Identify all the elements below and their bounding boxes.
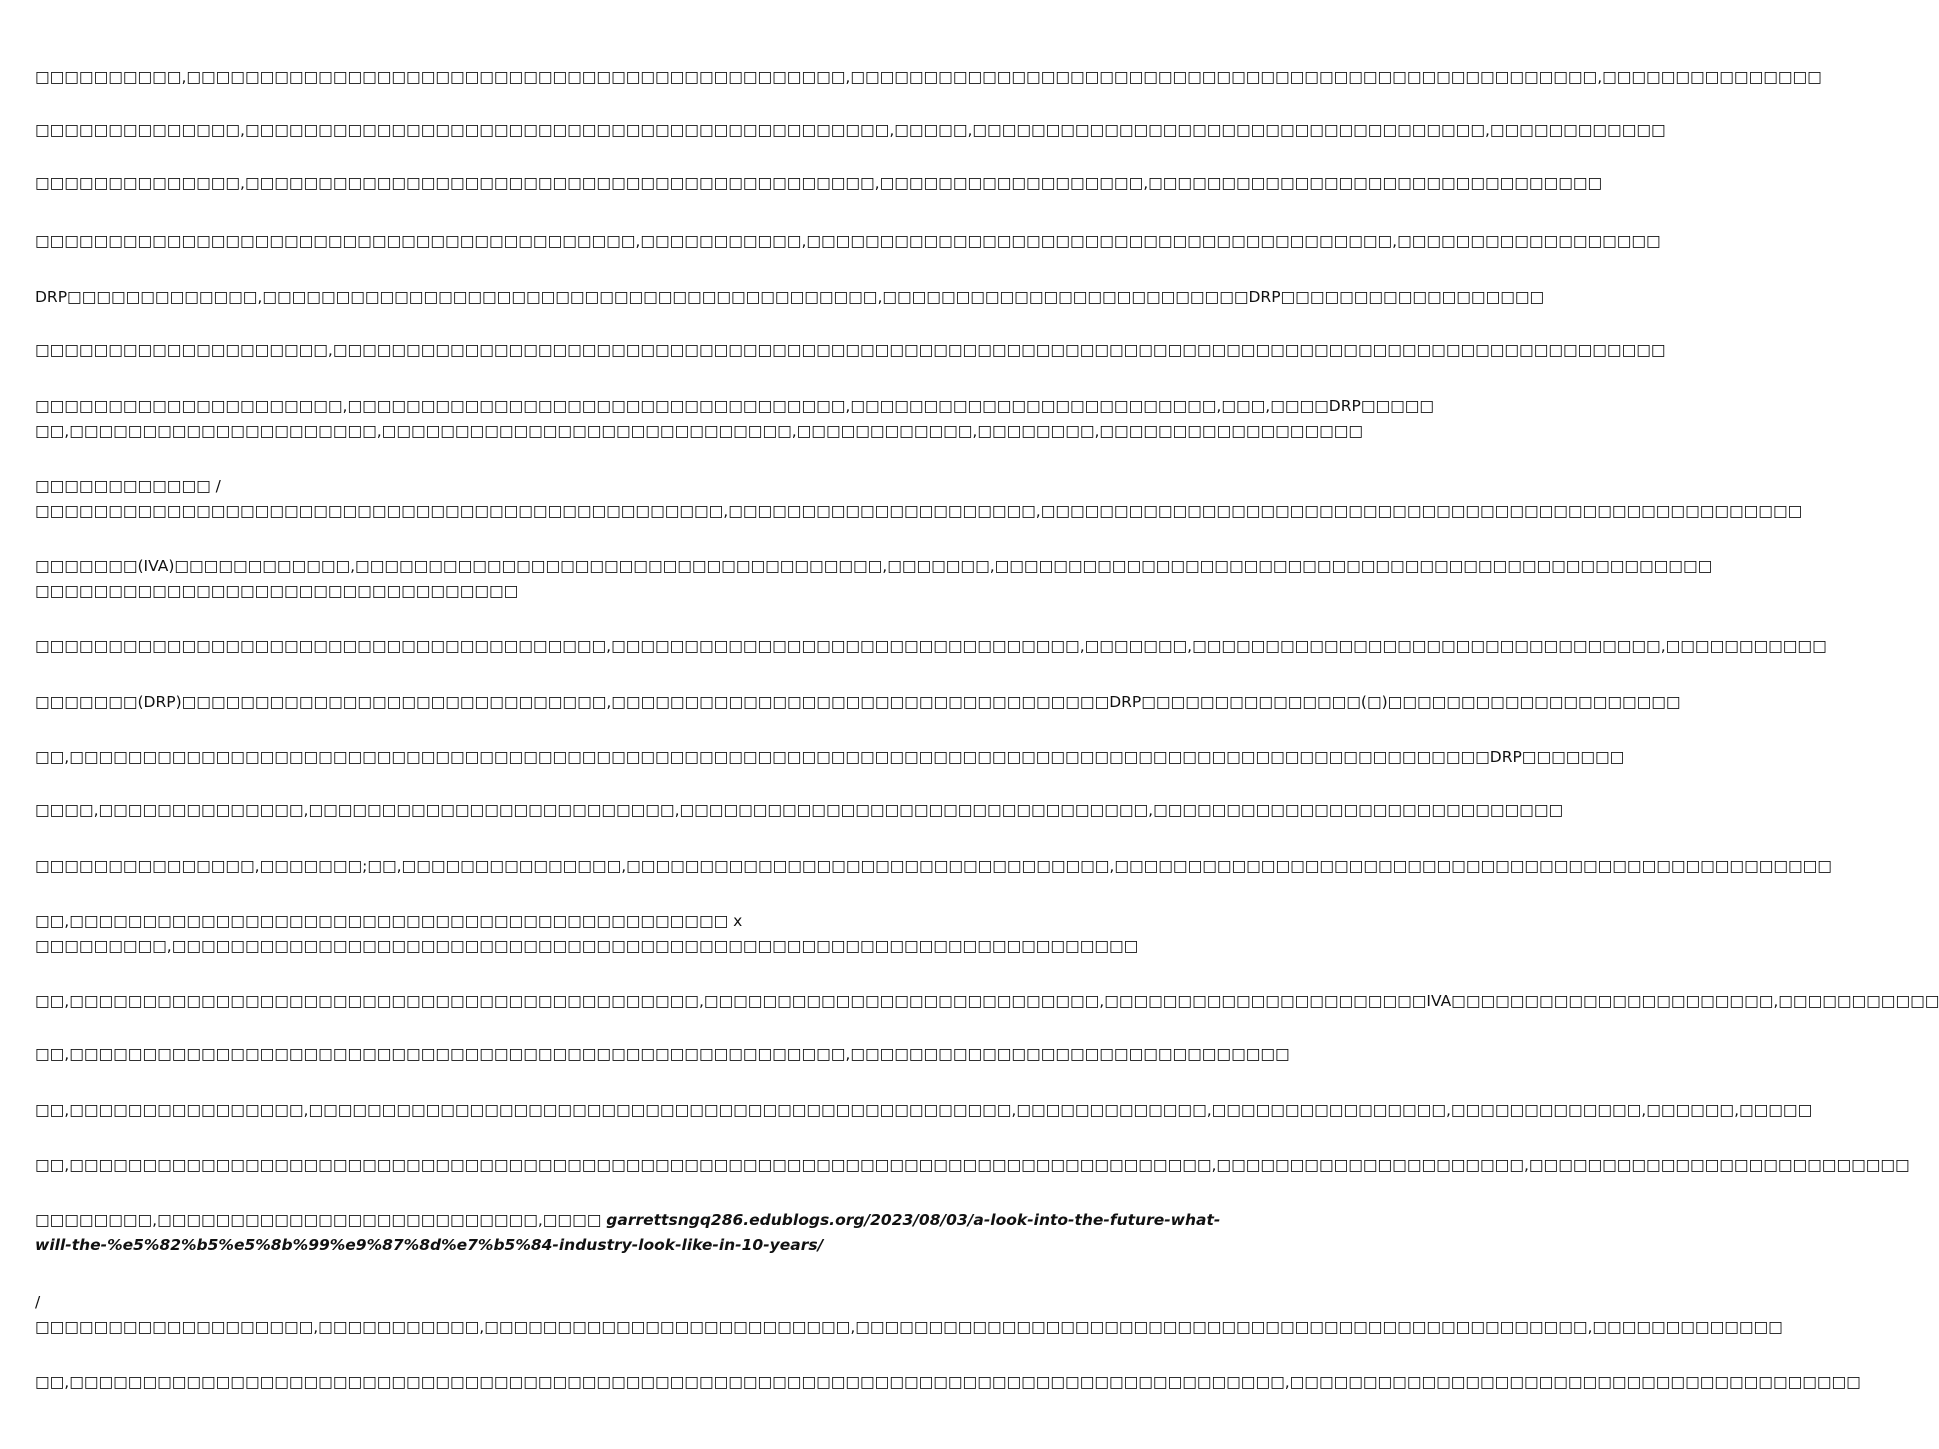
paragraph-line: □□,□□□□□□□□□□□□□□□□□□□□□□□□□□□□□□□□□□□□□□□□□□□□□□□□□□□□□□□□□□□□□□□□□□□□□□□□□□□□□□□□□□□□□□□□□□□□□□□□□DRP□□□□□□□ <box>35 748 1625 766</box>
paragraph-19 <box>35 1153 1910 1178</box>
paragraph-7 <box>35 394 1435 444</box>
paragraph-16 <box>35 989 1939 1014</box>
paragraph-14 <box>35 854 1832 879</box>
article-link[interactable]: garrettsngq286.edublogs.org/2023/08/03/a-look-into-the-future-what- <box>606 1211 1221 1229</box>
paragraph-8 <box>35 474 1803 524</box>
paragraph-line: □□,□□□□□□□□□□□□□□□□,□□□□□□□□□□□□□□□□□□□□□□□□□□□□□□□□□□□□□□□□□□□□□□□□,□□□□□□□□□□□□□,□□□□□□□□□□□□□□□□,□□□□□□□□□□□□□,□□□□□□,□□□□□ <box>35 1101 1813 1119</box>
paragraph-line: □□□□□□□□□□□□□□□□□□□□□□□□□□□□□□□□□ <box>35 582 519 600</box>
paragraph-line: DRP□□□□□□□□□□□□□,□□□□□□□□□□□□□□□□□□□□□□□□□□□□□□□□□□□□□□□□□□,□□□□□□□□□□□□□□□□□□□□□□□□□DRP□□□□□□□□□□□□□□□□□□ <box>35 288 1545 306</box>
paragraph-15 <box>35 909 1139 959</box>
paragraph-line: □□□□□□□□□□,□□□□□□□□□□□□□□□□□□□□□□□□□□□□□□□□□□□□□□□□□□□□□,□□□□□□□□□□□□□□□□□□□□□□□□□□□□□□□□□□□□□□□□□□□□□□□□□□□,□□□□□□□□□□□□□□□ <box>35 68 1822 86</box>
paragraph-line: □□□□□□□□□□□□□□□□□□□□□□□□□□□□□□□□□□□□□□□□□□□□□□□,□□□□□□□□□□□□□□□□□□□□□,□□□□□□□□□□□□□□□□□□□□□□□□□□□□□□□□□□□□□□□□□□□□□□□□□□□□ <box>35 502 1803 520</box>
paragraph-1 <box>35 65 1822 90</box>
paragraph-line: □□□□□□□□□□□□□□□□□□□□,□□□□□□□□□□□□□□□□□□□□□□□□□□□□□□□□□□□□□□□□□□□□□□□□□□□□□□□□□□□□□□□□□□□□□□□□□□□□□□□□□□□□□□□□□□□ <box>35 341 1666 359</box>
article-link-continued[interactable]: will-the-%e5%82%b5%e5%8b%99%e9%87%8d%e7%b5%84-industry-look-like-in-10-years/ <box>35 1236 824 1254</box>
paragraph-line: / <box>35 1293 41 1311</box>
paragraph-6 <box>35 338 1666 363</box>
paragraph-18 <box>35 1098 1813 1123</box>
paragraph-line: □□□□,□□□□□□□□□□□□□□,□□□□□□□□□□□□□□□□□□□□□□□□□,□□□□□□□□□□□□□□□□□□□□□□□□□□□□□□□□,□□□□□□□□□□□□□□□□□□□□□□□□□□□□ <box>35 801 1564 819</box>
paragraph-10 <box>35 634 1827 659</box>
paragraph-line: □□,□□□□□□□□□□□□□□□□□□□□□□□□□□□□□□□□□□□□□□□□□□□,□□□□□□□□□□□□□□□□□□□□□□□□□□□,□□□□□□□□□□□□□□□□□□□□□□IVA□□□□□□□□□□□□□□□□□□□□□□,□□□□□□□□□□□ <box>35 992 1939 1010</box>
paragraph-21 <box>35 1290 1783 1340</box>
paragraph-line: □□□□□□□□□□□□□□□□□□□□□,□□□□□□□□□□□□□□□□□□□□□□□□□□□□□□□□□□,□□□□□□□□□□□□□□□□□□□□□□□□□,□□□,□□□□DRP□□□□□ <box>35 397 1435 415</box>
paragraph-line: □□□□□□□□□□□□□□□□□□□□□□□□□□□□□□□□□□□□□□□□□,□□□□□□□□□□□,□□□□□□□□□□□□□□□□□□□□□□□□□□□□□□□□□□□□□□□□,□□□□□□□□□□□□□□□□□□ <box>35 232 1661 250</box>
paragraph-line: □□□□□□□□□□□□□□□□□□□,□□□□□□□□□□□,□□□□□□□□□□□□□□□□□□□□□□□□□,□□□□□□□□□□□□□□□□□□□□□□□□□□□□□□□□□□□□□□□□□□□□□□□□□□,□□□□□□□□□□□□□ <box>35 1318 1783 1336</box>
paragraph-11 <box>35 690 1681 715</box>
document-page <box>35 0 1939 1449</box>
paragraph-20 <box>35 1208 1221 1258</box>
paragraph-line: □□□□□□□□□□□□□□,□□□□□□□□□□□□□□□□□□□□□□□□□□□□□□□□□□□□□□□□□□□,□□□□□□□□□□□□□□□□□□,□□□□□□□□□□□□□□□□□□□□□□□□□□□□□□□ <box>35 174 1603 192</box>
paragraph-line: □□□□□□□□□□□□□□□□□□□□□□□□□□□□□□□□□□□□□□□,□□□□□□□□□□□□□□□□□□□□□□□□□□□□□□□□,□□□□□□□,□□□□□□□□□□□□□□□□□□□□□□□□□□□□□□□□,□□□□□□□□□□□ <box>35 637 1827 655</box>
paragraph-line: □□,□□□□□□□□□□□□□□□□□□□□□□□□□□□□□□□□□□□□□□□□□□□□□□□□□□□□□,□□□□□□□□□□□□□□□□□□□□□□□□□□□□□□ <box>35 1045 1290 1063</box>
paragraph-line: □□,□□□□□□□□□□□□□□□□□□□□□□□□□□□□□□□□□□□□□□□□□□□□□□□□□□□□□□□□□□□□□□□□□□□□□□□□□□□□□□□□□□□,□□□□□□□□□□□□□□□□□□□□□□□□□□□□□□□□□□□□□□□ <box>35 1373 1861 1391</box>
paragraph-line: □□□□□□□(IVA)□□□□□□□□□□□□,□□□□□□□□□□□□□□□□□□□□□□□□□□□□□□□□□□□□,□□□□□□□,□□□□□□□□□□□□□□□□□□□□□□□□□□□□□□□□□□□□□□□□□□□□□□□□□ <box>35 557 1713 575</box>
paragraph-line: □□,□□□□□□□□□□□□□□□□□□□□□□□□□□□□□□□□□□□□□□□□□□□□□ x <box>35 912 743 930</box>
paragraph-13 <box>35 798 1564 823</box>
paragraph-text: □□□□□□□□,□□□□□□□□□□□□□□□□□□□□□□□□□□,□□□□ <box>35 1211 607 1229</box>
paragraph-17 <box>35 1042 1290 1067</box>
paragraph-line: □□,□□□□□□□□□□□□□□□□□□□□□□□□□□□□□□□□□□□□□□□□□□□□□□□□□□□□□□□□□□□□□□□□□□□□□□□□□□□□□□,□□□□□□□□□□□□□□□□□□□□□,□□□□□□□□□□□□□□□□□□□□□□□□□□ <box>35 1156 1910 1174</box>
paragraph-line: □□□□□□□□□□□□□□□,□□□□□□□;□□,□□□□□□□□□□□□□□□,□□□□□□□□□□□□□□□□□□□□□□□□□□□□□□□□□,□□□□□□□□□□□□□□□□□□□□□□□□□□□□□□□□□□□□□□□□□□□□□□□□□ <box>35 857 1832 875</box>
paragraph-line: □□□□□□□□□□□□ / <box>35 477 221 495</box>
paragraph-22 <box>35 1370 1861 1395</box>
paragraph-line: □□□□□□□(DRP)□□□□□□□□□□□□□□□□□□□□□□□□□□□□□,□□□□□□□□□□□□□□□□□□□□□□□□□□□□□□□□□□DRP□□□□□□□□□□□□□□□(□)□□□□□□□□□□□□□□□□□□□□ <box>35 693 1681 711</box>
paragraph-4 <box>35 229 1661 254</box>
paragraph-12 <box>35 745 1625 770</box>
paragraph-line: □□□□□□□□□□□□□□,□□□□□□□□□□□□□□□□□□□□□□□□□□□□□□□□□□□□□□□□□□□□,□□□□□,□□□□□□□□□□□□□□□□□□□□□□□□□□□□□□□□□□□,□□□□□□□□□□□□ <box>35 121 1666 139</box>
paragraph-3 <box>35 171 1603 196</box>
paragraph-line: □□,□□□□□□□□□□□□□□□□□□□□□,□□□□□□□□□□□□□□□□□□□□□□□□□□□□,□□□□□□□□□□□□,□□□□□□□□,□□□□□□□□□□□□□□□□□□ <box>35 422 1364 440</box>
paragraph-9 <box>35 554 1713 604</box>
paragraph-line <box>35 1208 1221 1233</box>
paragraph-2 <box>35 118 1666 143</box>
paragraph-line: □□□□□□□□□,□□□□□□□□□□□□□□□□□□□□□□□□□□□□□□□□□□□□□□□□□□□□□□□□□□□□□□□□□□□□□□□□□□ <box>35 937 1139 955</box>
paragraph-5 <box>35 285 1545 310</box>
